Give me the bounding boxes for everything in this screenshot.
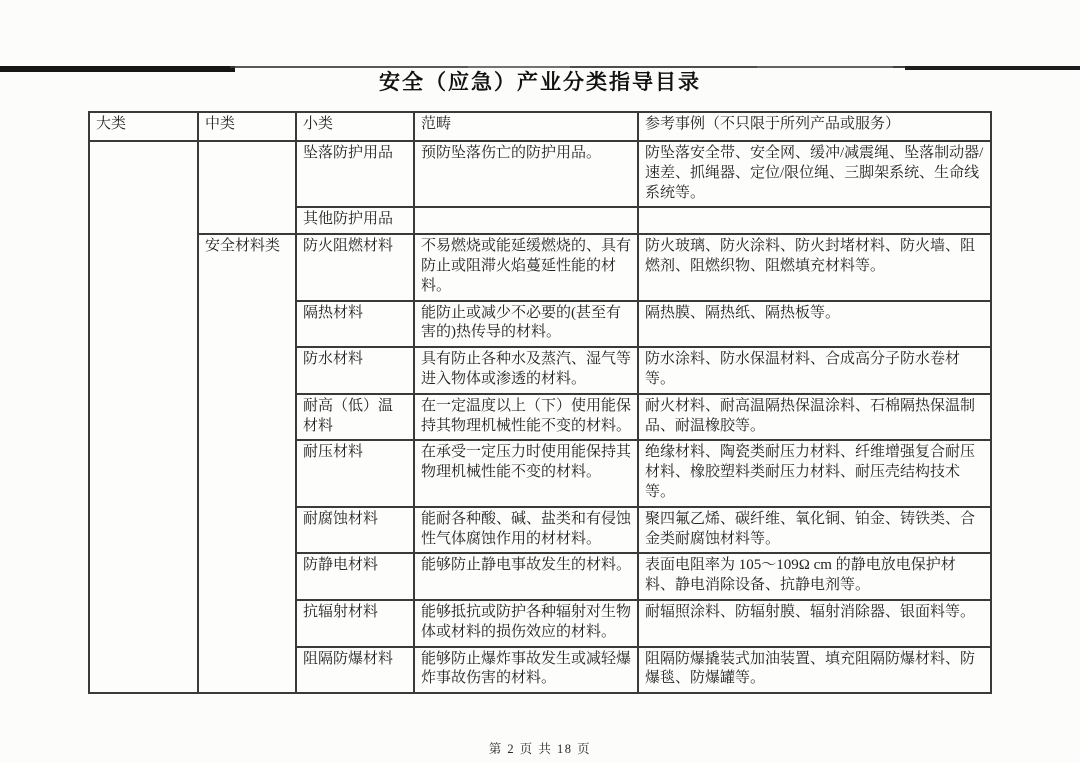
cell-scope: 在承受一定压力时使用能保持其物理机械性能不变的材料。 — [414, 440, 638, 506]
cell-scope — [414, 207, 638, 234]
cell-scope: 能够防止爆炸事故发生或减轻爆炸事故伤害的材料。 — [414, 647, 638, 694]
cell-scope: 不易燃烧或能延缓燃烧的、具有防止或阻滞火焰蔓延性能的材料。 — [414, 234, 638, 300]
cell-subclass: 其他防护用品 — [296, 207, 414, 234]
cell-major-category — [89, 141, 198, 693]
column-header-sub: 小类 — [296, 112, 414, 141]
cell-subclass: 隔热材料 — [296, 301, 414, 348]
table-row — [89, 234, 991, 300]
cell-subclass: 防水材料 — [296, 347, 414, 394]
cell-examples: 防坠落安全带、安全网、缓冲/减震绳、坠落制动器/速差、抓绳器、定位/限位绳、三脚架系统、生命线系统等。 — [638, 141, 991, 207]
cell-examples: 防水涂料、防水保温材料、合成高分子防水卷材等。 — [638, 347, 991, 394]
column-header-examples: 参考事例（不只限于所列产品或服务） — [638, 112, 991, 141]
cell-middle-category-empty — [198, 141, 296, 234]
column-header-scope: 范畴 — [414, 112, 638, 141]
cell-examples: 表面电阻率为 105～109Ω cm 的静电放电保护材料、静电消除设备、抗静电剂等。 — [638, 553, 991, 600]
page-number: 第 2 页 共 18 页 — [488, 742, 592, 756]
cell-subclass: 坠落防护用品 — [296, 141, 414, 207]
cell-subclass: 防静电材料 — [296, 553, 414, 600]
cell-scope: 能够抵抗或防护各种辐射对生物体或材料的损伤效应的材料。 — [414, 600, 638, 647]
cell-subclass: 阻隔防爆材料 — [296, 647, 414, 694]
table-row — [89, 141, 991, 207]
cell-subclass: 耐高（低）温材料 — [296, 394, 414, 441]
cell-subclass: 耐腐蚀材料 — [296, 507, 414, 554]
cell-subclass: 抗辐射材料 — [296, 600, 414, 647]
cell-examples: 耐火材料、耐高温隔热保温涂料、石棉隔热保温制品、耐温橡胶等。 — [638, 394, 991, 441]
cell-scope: 预防坠落伤亡的防护用品。 — [414, 141, 638, 207]
cell-middle-category-safety-materials: 安全材料类 — [198, 234, 296, 693]
cell-scope: 在一定温度以上（下）使用能保持其物理机械性能不变的材料。 — [414, 394, 638, 441]
cell-scope: 能够防止静电事故发生的材料。 — [414, 553, 638, 600]
column-header-major: 大类 — [89, 112, 198, 141]
classification-table — [88, 111, 992, 694]
column-header-middle: 中类 — [198, 112, 296, 141]
cell-examples — [638, 207, 991, 234]
cell-scope: 能耐各种酸、碱、盐类和有侵蚀性气体腐蚀作用的材材料。 — [414, 507, 638, 554]
document-page — [0, 66, 1080, 763]
cell-examples: 耐辐照涂料、防辐射膜、辐射消除器、银面料等。 — [638, 600, 991, 647]
header-row — [89, 112, 991, 141]
page-title: 安全（应急）产业分类指导目录 — [379, 70, 701, 94]
cell-subclass: 耐压材料 — [296, 440, 414, 506]
cell-subclass: 防火阻燃材料 — [296, 234, 414, 300]
cell-scope: 具有防止各种水及蒸汽、湿气等进入物体或渗透的材料。 — [414, 347, 638, 394]
cell-examples: 阻隔防爆撬装式加油装置、填充阻隔防爆材料、防爆毯、防爆罐等。 — [638, 647, 991, 694]
cell-scope: 能防止或减少不必要的(甚至有害的)热传导的材料。 — [414, 301, 638, 348]
cell-examples: 隔热膜、隔热纸、隔热板等。 — [638, 301, 991, 348]
cell-examples: 绝缘材料、陶瓷类耐压力材料、纤维增强复合耐压材料、橡胶塑料类耐压力材料、耐压壳结构技术等。 — [638, 440, 991, 506]
cell-examples: 防火玻璃、防火涂料、防火封堵材料、防火墙、阻燃剂、阻燃织物、阻燃填充材料等。 — [638, 234, 991, 300]
cell-examples: 聚四氟乙烯、碳纤维、氧化铜、铂金、铸铁类、合金类耐腐蚀材料等。 — [638, 507, 991, 554]
